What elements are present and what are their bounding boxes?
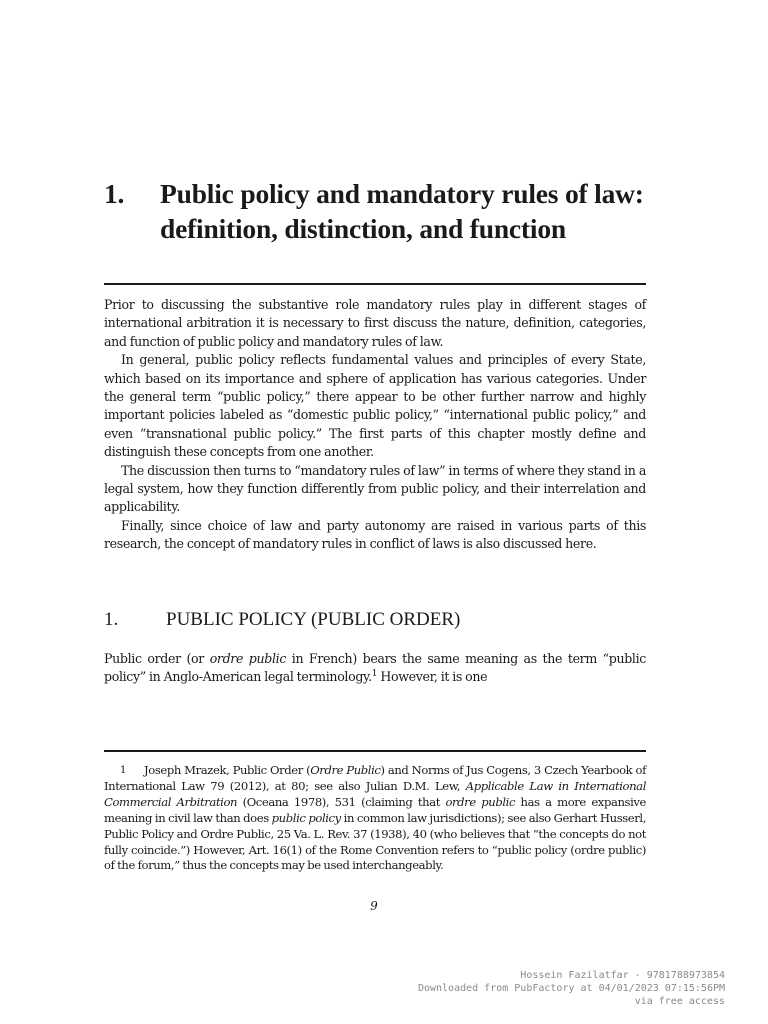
intro-text [104, 296, 646, 554]
footnote-reference[interactable]: 1 [371, 669, 378, 680]
section-title: PUBLIC POLICY (PUBLIC ORDER) [166, 609, 461, 630]
page-number: 9 [370, 899, 378, 913]
footnote-rule [104, 750, 646, 752]
watermark-line: Hossein Fazilatfar - 9781788973854 [520, 970, 725, 981]
footnote: 1 Joseph Mrazek, Public Order (Ordre Public) and Norms of Jus Cogens, 3 Czech Yearbook of International Law 79 (2012), at 80; see also Julian D.M. Lew, Applicable Law in International Commercial Arbitration (Oceana 1978), 531 (claiming that ordre public has a more expansive meaning in civil law than does public policy in common law jurisdictions); see also Gerhart Husserl, Public Policy and Ordre Public, 25 Va. L. Rev. 37 (1938), 40 (who believes that “the concepts do not fully coincide.”) However, Art. 16(1) of the Rome Convention refers to “public policy (ordre public) of the forum,” thus the concepts may be used interchangeably. [104, 763, 647, 873]
paragraph: Prior to discussing the substantive role mandatory rules play in different stages of international arbitration it is necessary to first discuss the nature, definition, categories, and function of public policy and mandatory rules of law. [104, 297, 646, 349]
chapter-heading [104, 176, 649, 246]
download-watermark [325, 969, 725, 1008]
paragraph: Public order (or ordre public in French) bears the same meaning as the term “public policy” in Anglo-American legal terminology.$^1$ However, it is one [104, 651, 646, 685]
chapter-title: Public policy and mandatory rules of law: definition, distinction, and function [160, 178, 644, 244]
section-body [104, 650, 646, 687]
footnote-mark: 1 [120, 765, 126, 776]
paragraph: In general, public policy reflects fundamental values and principles of every State, which based on its importance and sphere of application has various categories. Under the general term “public policy,” there appear to be other further narrow and highly important policies labeled as “domestic public policy,” “international public policy,” and even “transnational public policy.” The first parts of this chapter mostly define and distinguish these concepts from one another. [104, 352, 646, 460]
section-number: 1. [104, 609, 119, 630]
paragraph: The discussion then turns to “mandatory rules of law” in terms of where they stand in a legal system, how they function differently from public policy, and their interrelation and applicability. [104, 462, 646, 515]
paragraph: Finally, since choice of law and party autonomy are raised in various parts of this research, the concept of mandatory rules in conflict of laws is also discussed here. [104, 517, 646, 552]
watermark-line: via free access [634, 996, 725, 1007]
title-rule [104, 283, 646, 285]
watermark-line: Downloaded from PubFactory at 04/01/2023 07:15:56PM [417, 983, 725, 994]
chapter-number: 1. [104, 178, 125, 209]
